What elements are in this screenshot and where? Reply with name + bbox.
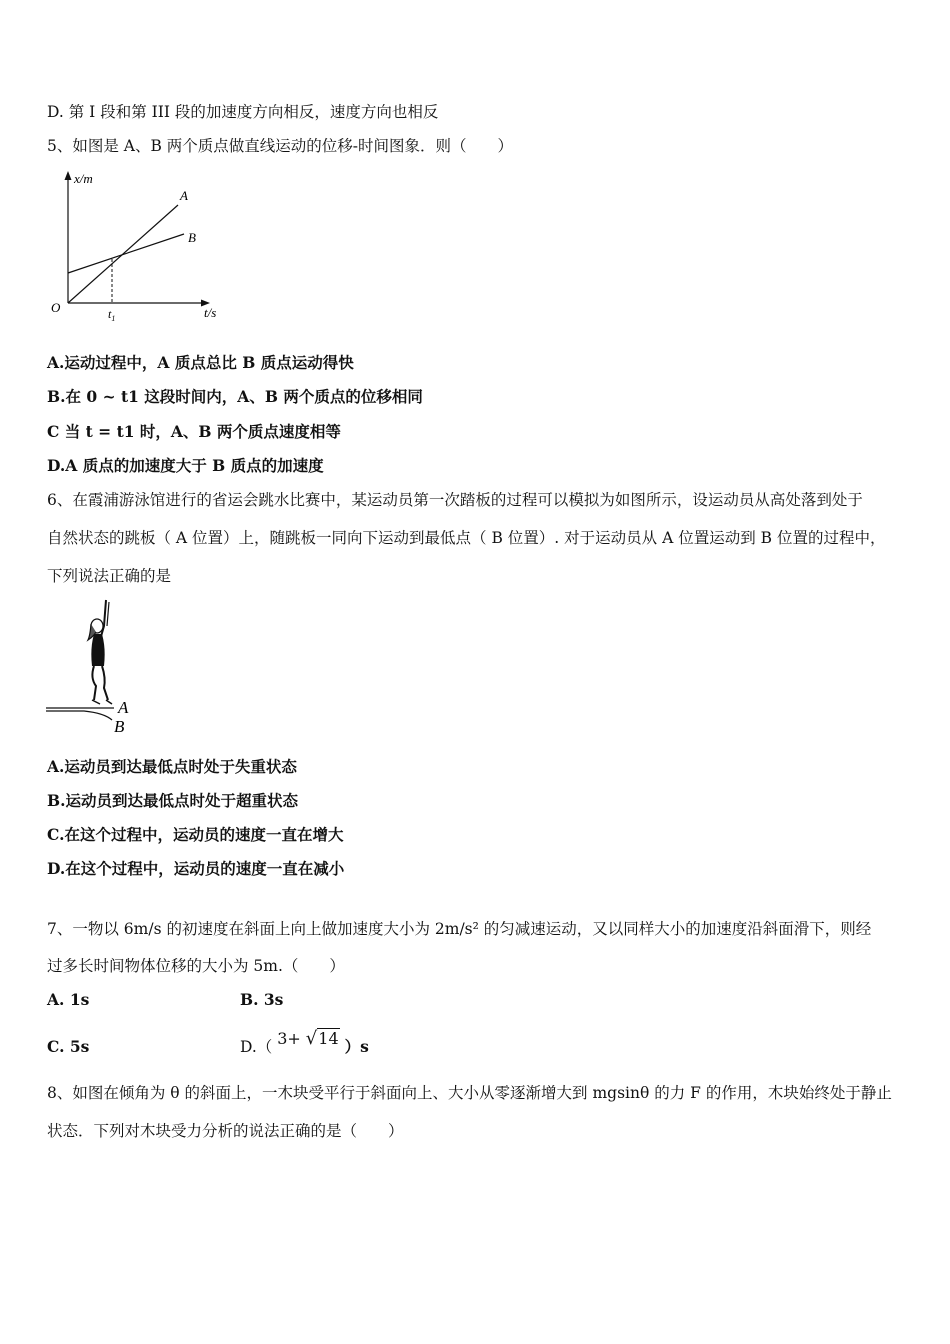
- q5-option-b: B.在 0 ~ t1 这段时间内，A、B 两个质点的位移相同: [47, 387, 423, 406]
- q7-option-a: A. 1s: [47, 990, 90, 1009]
- y-axis-label: x/m: [74, 171, 93, 186]
- q5-stem: 5、如图是 A、B 两个质点做直线运动的位移-时间图象．则（ ）: [47, 137, 514, 155]
- q4-option-d: D. 第 I 段和第 III 段的加速度方向相反，速度方向也相反: [47, 103, 439, 121]
- label-b: B: [114, 717, 125, 736]
- q8-stem-line-2: 状态．下列对木块受力分析的说法正确的是（ ）: [47, 1122, 404, 1140]
- q5-option-c: C 当 t = t1 时，A、B 两个质点速度相等: [47, 422, 341, 441]
- q7-option-b: B. 3s: [240, 990, 284, 1009]
- q7-option-d-suffix: ）s: [344, 1037, 369, 1056]
- q6-stem-line-3: 下列说法正确的是: [47, 567, 172, 585]
- q5-option-d: D.A 质点的加速度大于 B 质点的加速度: [47, 456, 324, 475]
- q5-option-a: A.运动过程中，A 质点总比 B 质点运动得快: [47, 353, 354, 372]
- q5-xt-graph: [40, 165, 240, 330]
- diver-body: [91, 634, 104, 666]
- t1-label-t: t: [108, 307, 112, 321]
- q6-diver-figure: [44, 596, 144, 738]
- x-axis-label: t/s: [204, 305, 217, 320]
- line-b-label: B: [188, 230, 196, 245]
- q6-option-d: D.在这个过程中，运动员的速度一直在减小: [47, 859, 345, 878]
- origin-label: O: [51, 300, 61, 315]
- label-a: A: [118, 698, 129, 717]
- board-position-b: [46, 711, 112, 720]
- sqrt-sign-icon: √: [305, 1028, 318, 1049]
- q6-option-c: C.在这个过程中，运动员的速度一直在增大: [47, 825, 344, 844]
- y-axis-arrow: [65, 171, 72, 180]
- q7-option-d-root: 14: [318, 1029, 339, 1048]
- line-a-label: A: [180, 188, 188, 203]
- q7-option-d-prefix: D.（: [240, 1038, 273, 1056]
- t1-label: [108, 307, 115, 323]
- q7-option-c: C. 5s: [47, 1037, 90, 1056]
- q6-stem-line-2: 自然状态的跳板（ A 位置）上，随跳板一同向下运动到最低点（ B 位置）. 对于运动员从 A 位置运动到 B 位置的过程中，: [47, 529, 886, 547]
- q7-option-d-three: 3+: [277, 1029, 301, 1048]
- diver-leg-2: [102, 666, 108, 700]
- t1-label-sub: 1: [111, 314, 116, 323]
- diver-arm-2: [107, 602, 109, 626]
- q7-option-d: [240, 1028, 369, 1064]
- q6-stem-line-1: 6、在霞浦游泳馆进行的省运会跳水比赛中，某运动员第一次踏板的过程可以模拟为如图所示，设运动员从高处落到处于: [47, 491, 863, 509]
- q7-stem-line-2: 过多长时间物体位移的大小为 5m.（ ）: [47, 957, 345, 975]
- q8-stem-line-1: 8、如图在倾角为 θ 的斜面上，一木块受平行于斜面向上、大小从零逐渐增大到 mgsinθ 的力 F 的作用，木块始终处于静止: [47, 1084, 892, 1102]
- q6-option-a: A.运动员到达最低点时处于失重状态: [47, 757, 297, 776]
- q6-option-b: B.运动员到达最低点时处于超重状态: [47, 791, 298, 810]
- q7-stem-line-1: 7、一物以 6m/s 的初速度在斜面上向上做加速度大小为 2m/s² 的匀减速运动，又以同样大小的加速度沿斜面滑下，则经: [47, 920, 872, 938]
- line-b: [68, 234, 184, 273]
- diver-leg-1: [92, 666, 96, 700]
- diver-feet: [92, 700, 112, 704]
